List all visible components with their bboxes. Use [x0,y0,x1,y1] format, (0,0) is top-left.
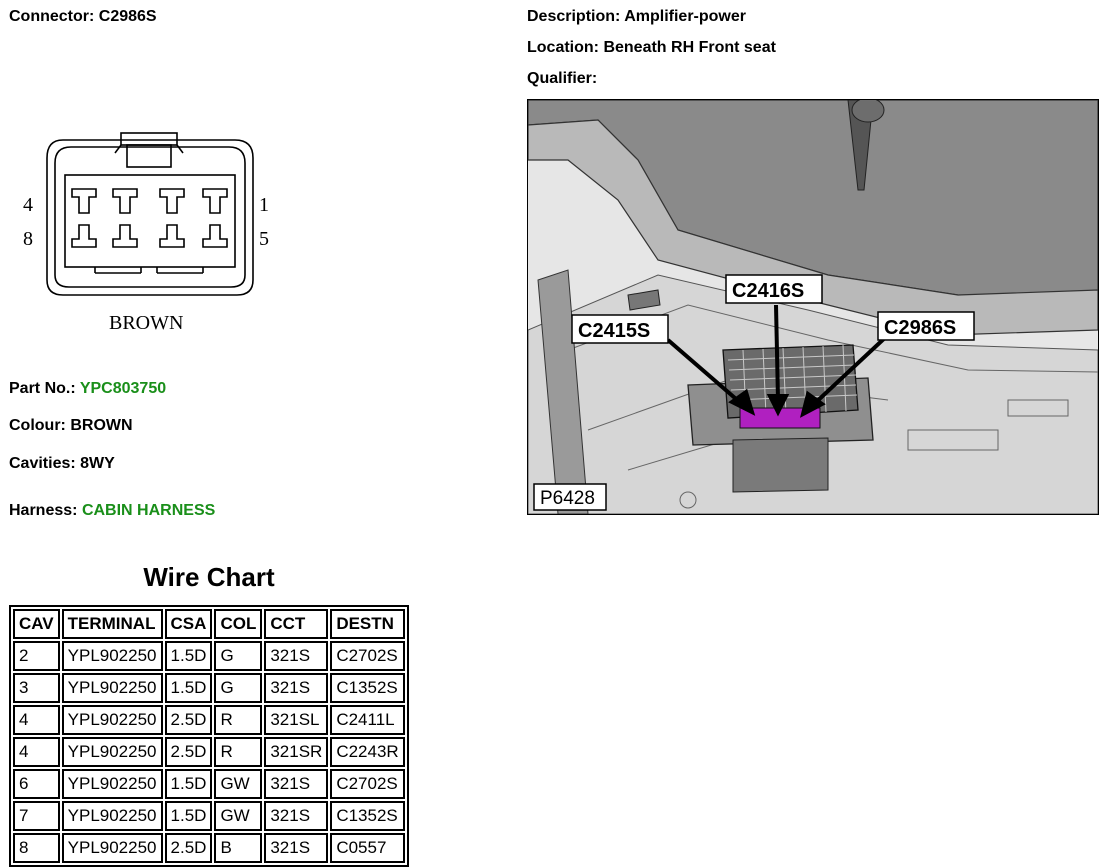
wire-chart-title: Wire Chart [143,562,275,592]
part-no-field [9,380,166,398]
cell-destn: C2702S [330,641,404,671]
cell-destn: C0557 [330,833,404,863]
photo-reference: P6428 [540,488,595,509]
cell-terminal: YPL902250 [62,641,163,671]
cell-cav: 3 [13,673,60,703]
col-header-terminal: TERMINAL [62,609,163,639]
cell-cct: 321S [264,833,328,863]
cell-destn: C1352S [330,801,404,831]
cell-destn: C2411L [330,705,404,735]
cell-csa: 1.5D [165,801,213,831]
cell-cct: 321S [264,641,328,671]
cell-csa: 2.5D [165,737,213,767]
cell-cav: 8 [13,833,60,863]
table-row [13,769,405,799]
table-row [13,673,405,703]
cavities-value: 8WY [80,455,115,472]
description-value: Amplifier-power [624,8,746,25]
cell-terminal: YPL902250 [62,673,163,703]
harness-label: Harness: [9,502,78,519]
cell-cct: 321S [264,769,328,799]
cell-col: R [214,705,262,735]
harness-field [9,502,215,520]
pin-label-4: 4 [23,194,33,216]
col-header-col: COL [214,609,262,639]
table-row [13,737,405,767]
qualifier-field [527,70,597,88]
cell-col: GW [214,801,262,831]
colour-value: BROWN [70,417,133,434]
cell-cct: 321S [264,673,328,703]
cell-col: G [214,673,262,703]
location-value: Beneath RH Front seat [603,39,776,56]
callout-c2416s: C2416S [732,280,805,302]
cell-col: R [214,737,262,767]
cell-terminal: YPL902250 [62,833,163,863]
cell-cav: 4 [13,705,60,735]
diagram-color-label: BROWN [109,312,184,334]
location-label: Location: [527,39,599,56]
table-row [13,801,405,831]
col-header-csa: CSA [165,609,213,639]
location-illustration-svg [528,100,1098,514]
col-header-cct: CCT [264,609,328,639]
connector-label: Connector: [9,8,95,25]
cavities-field [9,455,115,473]
colour-label: Colour: [9,417,66,434]
table-row [13,641,405,671]
callout-c2415s: C2415S [578,320,651,342]
wire-chart-header-row [13,609,405,639]
cell-destn: C2243R [330,737,404,767]
cell-destn: C1352S [330,673,404,703]
connector-face-diagram [15,125,285,335]
cell-csa: 2.5D [165,833,213,863]
qualifier-label: Qualifier: [527,70,598,87]
cell-cav: 4 [13,737,60,767]
cell-csa: 1.5D [165,673,213,703]
cavities-label: Cavities: [9,455,76,472]
cell-csa: 1.5D [165,769,213,799]
cell-csa: 1.5D [165,641,213,671]
part-no-label: Part No.: [9,380,76,397]
location-illustration [527,99,1099,515]
cell-col: B [214,833,262,863]
cell-cav: 6 [13,769,60,799]
harness-link[interactable]: CABIN HARNESS [81,502,216,519]
pin-label-1: 1 [259,194,269,216]
cell-col: G [214,641,262,671]
cell-cct: 321SL [264,705,328,735]
cell-destn: C2702S [330,769,404,799]
colour-field [9,417,133,435]
table-row [13,705,405,735]
description-label: Description: [527,8,621,25]
col-header-cav: CAV [13,609,60,639]
connector-field [9,8,157,26]
description-field [527,8,746,26]
cell-cav: 7 [13,801,60,831]
connector-value: C2986S [98,8,157,25]
cell-csa: 2.5D [165,705,213,735]
cell-terminal: YPL902250 [62,737,163,767]
pin-label-5: 5 [259,228,269,250]
callout-c2986s: C2986S [884,317,957,339]
col-header-destn: DESTN [330,609,404,639]
table-row [13,833,405,863]
cell-terminal: YPL902250 [62,769,163,799]
wire-chart-table [9,605,409,867]
location-field [527,39,776,57]
cell-cct: 321S [264,801,328,831]
cell-cav: 2 [13,641,60,671]
cell-terminal: YPL902250 [62,801,163,831]
part-no-link[interactable]: YPC803750 [79,380,167,397]
pin-label-8: 8 [23,228,33,250]
cell-cct: 321SR [264,737,328,767]
cell-terminal: YPL902250 [62,705,163,735]
cell-col: GW [214,769,262,799]
